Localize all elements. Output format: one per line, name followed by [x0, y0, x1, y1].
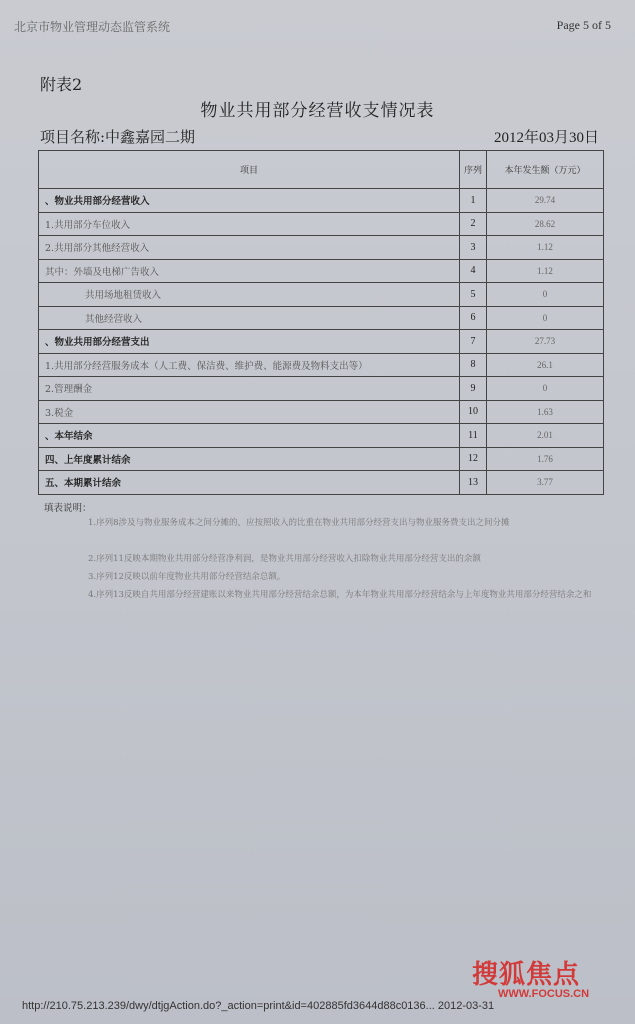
table-row	[39, 236, 604, 260]
table-row	[39, 424, 604, 448]
table-row	[39, 400, 604, 424]
note-2: 2.序列11反映本期物业共用部分经营净利润，是物业共用部分经营收入扣除物业共用部分经营支出的余额	[88, 554, 481, 564]
row-amount: 2.01	[487, 424, 604, 448]
table-row	[39, 306, 604, 330]
row-item: 2.共用部分其他经营收入	[39, 236, 460, 260]
sohu-focus-watermark	[472, 950, 622, 1008]
row-item: 共用场地租赁收入	[39, 283, 460, 307]
row-amount: 26.1	[487, 353, 604, 377]
footer-url: http://210.75.213.239/dwy/dtjgAction.do?_action=print&id=402885fd3644d88c0136... 2012-03-31	[22, 1000, 495, 1012]
row-seq: 13	[460, 471, 487, 495]
table-row	[39, 471, 604, 495]
row-item: 、物业共用部分经营支出	[39, 330, 460, 354]
row-item: 、本年结余	[39, 424, 460, 448]
row-item: 其他经营收入	[39, 306, 460, 330]
notes-title: 填表说明：	[44, 503, 92, 514]
table-row	[39, 283, 604, 307]
row-amount: 1.12	[487, 259, 604, 283]
row-seq: 8	[460, 353, 487, 377]
row-item: 其中：外墙及电梯广告收入	[39, 259, 460, 283]
table-row	[39, 259, 604, 283]
row-amount: 27.73	[487, 330, 604, 354]
row-item: 1.共用部分经营服务成本（人工费、保洁费、维护费、能源费及物料支出等）	[39, 353, 460, 377]
row-item: 、物业共用部分经营收入	[39, 189, 460, 213]
table-row	[39, 377, 604, 401]
row-seq: 7	[460, 330, 487, 354]
note-4: 4.序列13反映自共用部分经营建账以来物业共用部分经营结余总额，为本年物业共用部分经营结余与上年度物业共用部分经营结余之和	[88, 590, 592, 600]
row-amount: 0	[487, 377, 604, 401]
row-seq: 5	[460, 283, 487, 307]
note-1: 1.序列8涉及与物业服务成本之间分摊的，应按照收入的比重在物业共用部分经营支出与物业服务费支出之间分摊	[88, 518, 510, 528]
row-seq: 9	[460, 377, 487, 401]
watermark-url: WWW.FOCUS.CN	[498, 988, 590, 1000]
system-name: 北京市物业管理动态监管系统	[14, 20, 171, 34]
row-seq: 12	[460, 447, 487, 471]
table-row	[39, 447, 604, 471]
income-expense-table	[38, 150, 604, 495]
row-amount: 29.74	[487, 189, 604, 213]
table-row	[39, 189, 604, 213]
header-seq: 序列	[460, 151, 487, 189]
table-row	[39, 212, 604, 236]
row-item: 1.共用部分车位收入	[39, 212, 460, 236]
row-amount: 28.62	[487, 212, 604, 236]
row-seq: 2	[460, 212, 487, 236]
row-seq: 3	[460, 236, 487, 260]
note-3: 3.序列12反映以前年度物业共用部分经营结余总额。	[88, 572, 286, 582]
row-amount: 3.77	[487, 471, 604, 495]
page-info: Page 5 of 5	[556, 18, 611, 32]
row-seq: 6	[460, 306, 487, 330]
row-seq: 4	[460, 259, 487, 283]
table-header-row	[39, 151, 604, 189]
annex-label: 附表2	[40, 75, 83, 94]
row-amount: 1.76	[487, 447, 604, 471]
row-seq: 10	[460, 400, 487, 424]
table-row	[39, 330, 604, 354]
header-amount: 本年发生额（万元）	[487, 151, 604, 189]
report-date: 2012年03月30日	[493, 130, 599, 146]
page-title: 物业共用部分经营收支情况表	[200, 101, 435, 121]
table-row	[39, 353, 604, 377]
watermark-brand: 搜狐焦点	[472, 960, 581, 990]
row-amount: 0	[487, 306, 604, 330]
row-item: 2.管理酬金	[39, 377, 460, 401]
header-item: 项目	[39, 151, 460, 189]
row-item: 五、本期累计结余	[39, 471, 460, 495]
row-item: 四、上年度累计结余	[39, 447, 460, 471]
row-seq: 1	[460, 189, 487, 213]
row-item: 3.税金	[39, 400, 460, 424]
project-name: 项目名称:中鑫嘉园二期	[40, 128, 196, 146]
row-amount: 1.63	[487, 400, 604, 424]
row-amount: 0	[487, 283, 604, 307]
row-amount: 1.12	[487, 236, 604, 260]
row-seq: 11	[460, 424, 487, 448]
